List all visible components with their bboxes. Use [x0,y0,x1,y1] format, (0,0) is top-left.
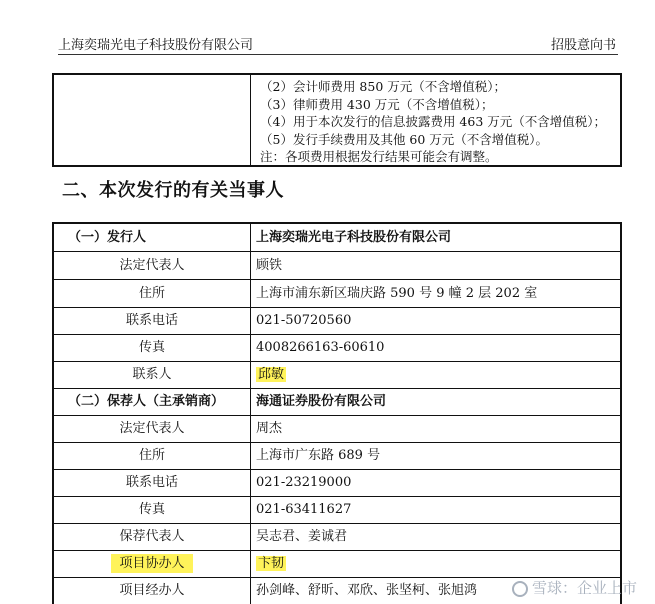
fee-table-divider [250,75,251,165]
snowball-icon [512,581,528,597]
row-label: 项目经办人 [119,583,185,598]
table-row-sponsor [54,388,620,416]
row-value: 上海市广东路 689 号 [256,448,381,463]
header-doc-type: 招股意向书 [550,38,616,53]
row-value: 021-50720560 [256,313,352,328]
row-label: 传真 [138,340,165,355]
row-label: 住所 [138,448,165,463]
table-row [54,442,620,470]
row-label: 住所 [138,286,165,301]
row-label: 保荐代表人 [119,529,185,544]
row-value: 吴志君、姜诚君 [256,529,348,544]
fee-line: （5）发行手续费用及其他 60 万元（不含增值税）。 [260,131,549,147]
watermark [512,577,637,598]
row-label [54,550,250,577]
watermark-text: 雪球：企业上市 [531,579,637,597]
row-value: 周杰 [256,421,283,436]
parties-table [52,222,622,604]
row-value: 4008266163-60610 [256,340,385,355]
row-label: 联系电话 [125,475,178,490]
row-label: （一）发行人 [68,230,147,245]
row-value [251,550,619,577]
fee-table [52,73,622,167]
table-row [54,496,620,524]
row-value: 上海市浦东新区瑞庆路 590 号 9 幢 2 层 202 室 [256,286,538,301]
row-value: 021-23219000 [256,475,352,490]
highlighted-value: 卞韧 [258,556,285,571]
fee-lines [260,78,606,166]
fee-note: 注：各项费用根据发行结果可能会有调整。 [260,149,498,164]
table-row [54,550,620,578]
page-header [58,34,618,55]
table-row [54,469,620,497]
row-label: 传真 [138,502,165,517]
table-row [54,280,620,308]
highlighted-contact: 邱敏 [258,367,285,382]
highlighted-label: 项目协办人 [111,554,192,573]
table-row [54,252,620,280]
row-value: 海通证券股份有限公司 [256,394,387,409]
row-label: 法定代表人 [119,258,185,273]
table-row-issuer [54,224,620,252]
section-title: 二、本次发行的有关当事人 [62,180,284,201]
table-row [54,361,620,389]
fee-line: （4）用于本次发行的信息披露费用 463 万元（不含增值税）； [260,114,607,129]
row-label: 法定代表人 [119,421,185,436]
row-value: 顾铁 [256,258,283,273]
row-value [251,361,619,388]
table-row [54,334,620,362]
fee-line: （3）律师费用 430 万元（不含增值税）； [260,96,494,112]
row-label: 联系电话 [125,313,178,328]
header-company: 上海奕瑞光电子科技股份有限公司 [58,38,254,53]
table-row [54,523,620,551]
row-value: 上海奕瑞光电子科技股份有限公司 [256,230,452,245]
table-row [54,415,620,443]
row-label: （二）保荐人（主承销商） [68,394,225,409]
fee-line: （2）会计师费用 850 万元（不含增值税）； [260,79,507,94]
row-label: 联系人 [132,367,172,382]
row-value: 孙剑峰、舒昕、邓欣、张坚柯、张旭鸿 [256,583,478,598]
row-value: 021-63411627 [256,502,352,517]
table-row [54,307,620,335]
